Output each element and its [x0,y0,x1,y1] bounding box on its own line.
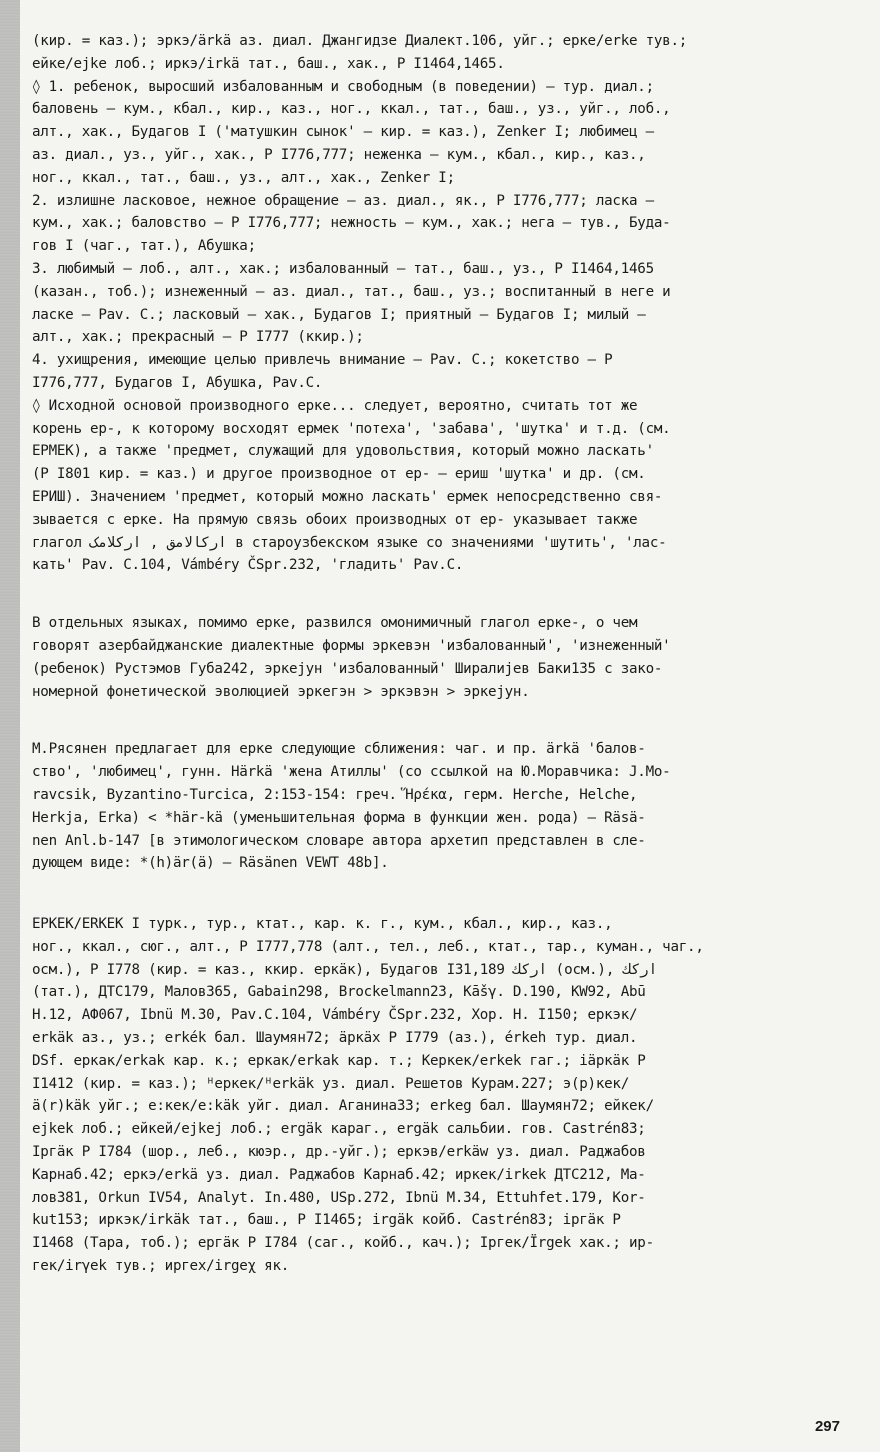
text-line: алт., хак., Будагов I ('матушкин сынок' – кир. = каз.), Zenker I; любимец – [32,124,654,141]
text-line: (тат.), ДТС179, Малов365, Gabain298, Brockelmann23, Kāšγ. D.190, KW92, Abū [32,984,646,1001]
text-line: 2. излишне ласковое, нежное обращение – аз. диал., як., Р I776,777; ласка – [32,192,654,209]
text-line: Ӏргäк Р I784 (шор., леб., кюэр., др.-уйг.); еркэв/erkäw уз. диал. Раджабов [32,1144,646,1161]
text-line: алт., хак.; прекрасный – Р I777 (ккир.); [32,329,364,346]
text-line: I1468 (Тара, тоб.); ергäк Р I784 (саг., койб., кач.); Ӏргек/Ïrgek хак.; ир- [32,1235,654,1252]
text-line: nen Anl.b-147 [в этимологическом словаре автора архетип представлен в сле- [32,832,646,849]
text-line: ЕРМЕК), а также 'предмет, служащий для удовольствия, который можно ласкать' [32,443,654,460]
text-line: ласке – Pav. C.; ласковый – хак., Будагов I; приятный – Будагов I; милый – [32,306,646,323]
text-line: Herkja, Erka) < *här-kä (уменьшительная форма в функции жен. рода) – Räsä- [32,809,646,826]
text-line: ◊ 1. ребенок, выросший избалованным и свободным (в поведении) – тур. диал.; [32,78,654,95]
text-line: номерной фонетической эволюцией эркегэн > эркэвэн > эркеjун. [32,683,530,700]
page-number: 297 [814,1418,840,1435]
text-line: ◊ Исходной основой производного ерке... следует, вероятно, считать тот же [32,397,638,414]
entry-erke-continued [32,30,864,577]
text-line: ЕРКЕК/ERKEK I турк., тур., ктат., кар. к. г., кум., кбал., кир., каз., [32,916,613,933]
text-line: H.12, АФ067, Ibnü M.30, Pav.C.104, Vámbéry ČSpr.232, Хор. Н. I150; еркэк/ [32,1007,638,1024]
text-line: (казан., тоб.); изнеженный – аз. диал., тат., баш., уз.; воспитанный в неге и [32,283,671,300]
page-binding-edge [0,0,20,1452]
text-line: баловень – кум., кбал., кир., каз., ног., ккал., тат., баш., уз., уйг., лоб., [32,101,671,118]
text-line: В отдельных языках, помимо ерке, развился омонимичный глагол ерке-, о чем [32,615,638,632]
text-line: erkäk аз., уз.; erkék бал. Шаумян72; äркäх Р I779 (аз.), érkeh тур. диал. [32,1030,638,1047]
entry-erkek [32,913,864,1278]
text-line: ног., ккал., тат., баш., уз., алт., хак., Zenker I; [32,169,455,186]
text-line: ЕРИШ). Значением 'предмет, который можно ласкать' ермек непосредственно свя- [32,488,663,505]
text-line: DSf. еркак/erkak кар. к.; еркак/erkak кар. т.; Керкек/erkek гаг.; iäркäк Р [32,1052,646,1069]
text-line: дующем виде: *(h)är(ä) – Räsänen VEWT 48b]. [32,855,389,872]
text-line: ног., ккал., сюг., алт., Р I777,778 (алт., тел., леб., ктат., тар., куман., чаг., [32,938,704,955]
text-line: I1412 (кир. = каз.); ᴴеркек/ᴴerkäk уз. диал. Решетов Курам.227; э(р)кек/ [32,1075,629,1092]
text-line: (Р I801 кир. = каз.) и другое производное от ер- – ериш 'шутка' и др. (см. [32,466,646,483]
text-line: кать' Pav. C.104, Vámbéry ČSpr.232, 'гладить' Pav.C. [32,557,464,574]
text-line: глагол ارکالامق , ارکلامک в староузбекском языке со значениями 'шутить', 'лас- [32,534,667,551]
text-line: гов I (чаг., тат.), Абушка; [32,238,256,255]
document-page [32,30,864,1278]
text-line: лов381, Orkun IV54, Analyt. In.480, USp.272, Ibnü M.34, Ettuhfet.179, Kor- [32,1189,646,1206]
text-line: Карнаб.42; еркэ/erkä уз. диал. Раджабов Карнаб.42; иркек/irkek ДТС212, Ма- [32,1166,646,1183]
text-line: зывается с ерке. На прямую связь обоих производных от ер- указывает также [32,511,638,528]
text-line: говорят азербайджанские диалектные формы эркевэн 'избалованный', 'изнеженный' [32,637,671,654]
text-line: М.Рясянен предлагает для ерке следующие сближения: чаг. и пр. ärkä 'балов- [32,741,646,758]
paragraph-rasanen-comparison [32,738,864,875]
text-line: осм.), Р I778 (кир. = каз., ккир. еркäк), Будагов I31,189 ارکك (осм.), ارکك [32,961,658,978]
text-line: 3. любимый – лоб., алт., хак.; избалованный – тат., баш., уз., Р I1464,1465 [32,260,654,277]
text-line: аз. диал., уз., уйг., хак., Р I776,777; неженка – кум., кбал., кир., каз., [32,146,646,163]
text-line: kut153; иркэк/irkäk тат., баш., Р I1465; irgäk койб. Castrén83; iргäк Р [32,1212,621,1229]
text-line: ejkek лоб.; ейкей/ejkej лоб.; ergäk караг., ergäk сальбии. гов. Castrén83; [32,1121,646,1138]
text-line: ство', 'любимец', гунн. Härkä 'жена Атиллы' (со ссылкой на Ю.Моравчика: J.Mo- [32,764,671,781]
text-line: ä(r)käk уйг.; е:кек/e:käk уйг. диал. Аганина33; erkeg бал. Шаумян72; ейкек/ [32,1098,654,1115]
text-line: кум., хак.; баловство – Р I776,777; нежность – кум., хак.; нега – тув., Буда- [32,215,671,232]
text-line: ravcsik, Byzantino-Turcica, 2:153-154: греч. Ἥρέκα, герм. Herche, Helche, [32,786,638,803]
text-line: 4. ухищрения, имеющие целью привлечь внимание – Pav. C.; кокетство – Р [32,352,613,369]
text-line: ейке/ejke лоб.; иркэ/irkä тат., баш., хак., Р I1464,1465. [32,55,505,72]
text-line: (ребенок) Рустэмов Губа242, эркеjун 'избалованный' Ширалиjев Баки135 с зако- [32,660,663,677]
text-line: I776,777, Будагов I, Абушка, Pav.C. [32,374,323,391]
text-line: (кир. = каз.); эркэ/ärkä аз. диал. Джангидзе Диалект.106, уйг.; ерке/erke тув.; [32,33,688,49]
text-line: корень ер-, к которому восходят ермек 'потеха', 'забава', 'шутка' и т.д. (см. [32,420,671,437]
paragraph-azerbaijani-forms [32,612,864,703]
text-line: гек/irγek тув.; иргех/irgeχ як. [32,1258,290,1275]
